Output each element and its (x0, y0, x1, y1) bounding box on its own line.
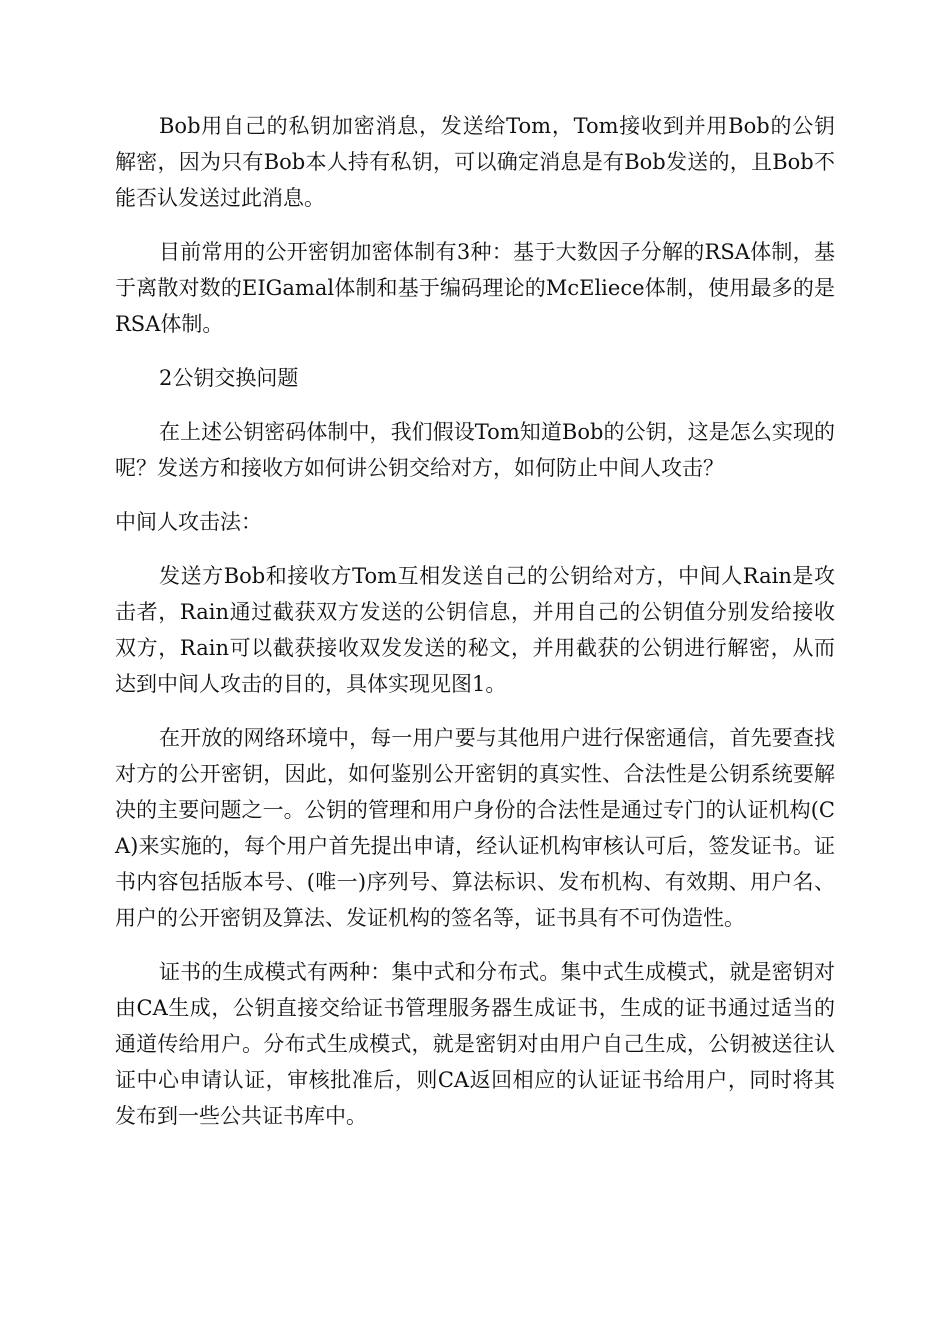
paragraph-ca-certification: 在开放的网络环境中，每一用户要与其他用户进行保密通信，首先要查找对方的公开密钥，因此，如何鉴别公开密钥的真实性、合法性是公钥系统要解决的主要问题之一。公钥的管理和用户身份的合法性是通过专门的认证机构(CA)来实施的，每个用户首先提出申请，经认证机构审核认可后，签发证书。证书内容包括版本号、(唯一)序列号、算法标识、发布机构、有效期、用户名、用户的公开密钥及算法、发证机构的签名等，证书具有不可伪造性。 (115, 726, 835, 930)
paragraph-bob-private-key: Bob用自己的私钥加密消息，发送给Tom，Tom接收到并用Bob的公钥解密，因为只有Bob本人持有私钥，可以确定消息是有Bob发送的，且Bob不能否认发送过此消息。 (115, 114, 835, 210)
subheading-mitm-attack: 中间人攻击法： (115, 510, 262, 534)
document-page (115, 108, 835, 1152)
paragraph-mitm-description: 发送方Bob和接收方Tom互相发送自己的公钥给对方，中间人Rain是攻击者，Rain通过截获双方发送的公钥信息，并用自己的公钥值分别发给接收双方，Rain可以截获接收双发发送的秘文，并用截获的公钥进行解密，从而达到中间人攻击的目的，具体实现见图1。 (115, 564, 835, 696)
section-heading-key-exchange: 2公钥交换问题 (159, 366, 299, 390)
paragraph-public-key-systems: 目前常用的公开密钥加密体制有3种：基于大数因子分解的RSA体制，基于离散对数的EIGamal体制和基于编码理论的McEliece体制，使用最多的是RSA体制。 (115, 240, 835, 336)
paragraph-certificate-generation: 证书的生成模式有两种：集中式和分布式。集中式生成模式，就是密钥对由CA生成，公钥直接交给证书管理服务器生成证书，生成的证书通过适当的通道传给用户。分布式生成模式，就是密钥对由用户自己生成，公钥被送往认证中心申请认证，审核批准后，则CA返回相应的认证证书给用户，同时将其发布到一些公共证书库中。 (115, 960, 835, 1128)
paragraph-key-exchange-question: 在上述公钥密码体制中，我们假设Tom知道Bob的公钥，这是怎么实现的呢？发送方和接收方如何讲公钥交给对方，如何防止中间人攻击？ (115, 420, 835, 480)
